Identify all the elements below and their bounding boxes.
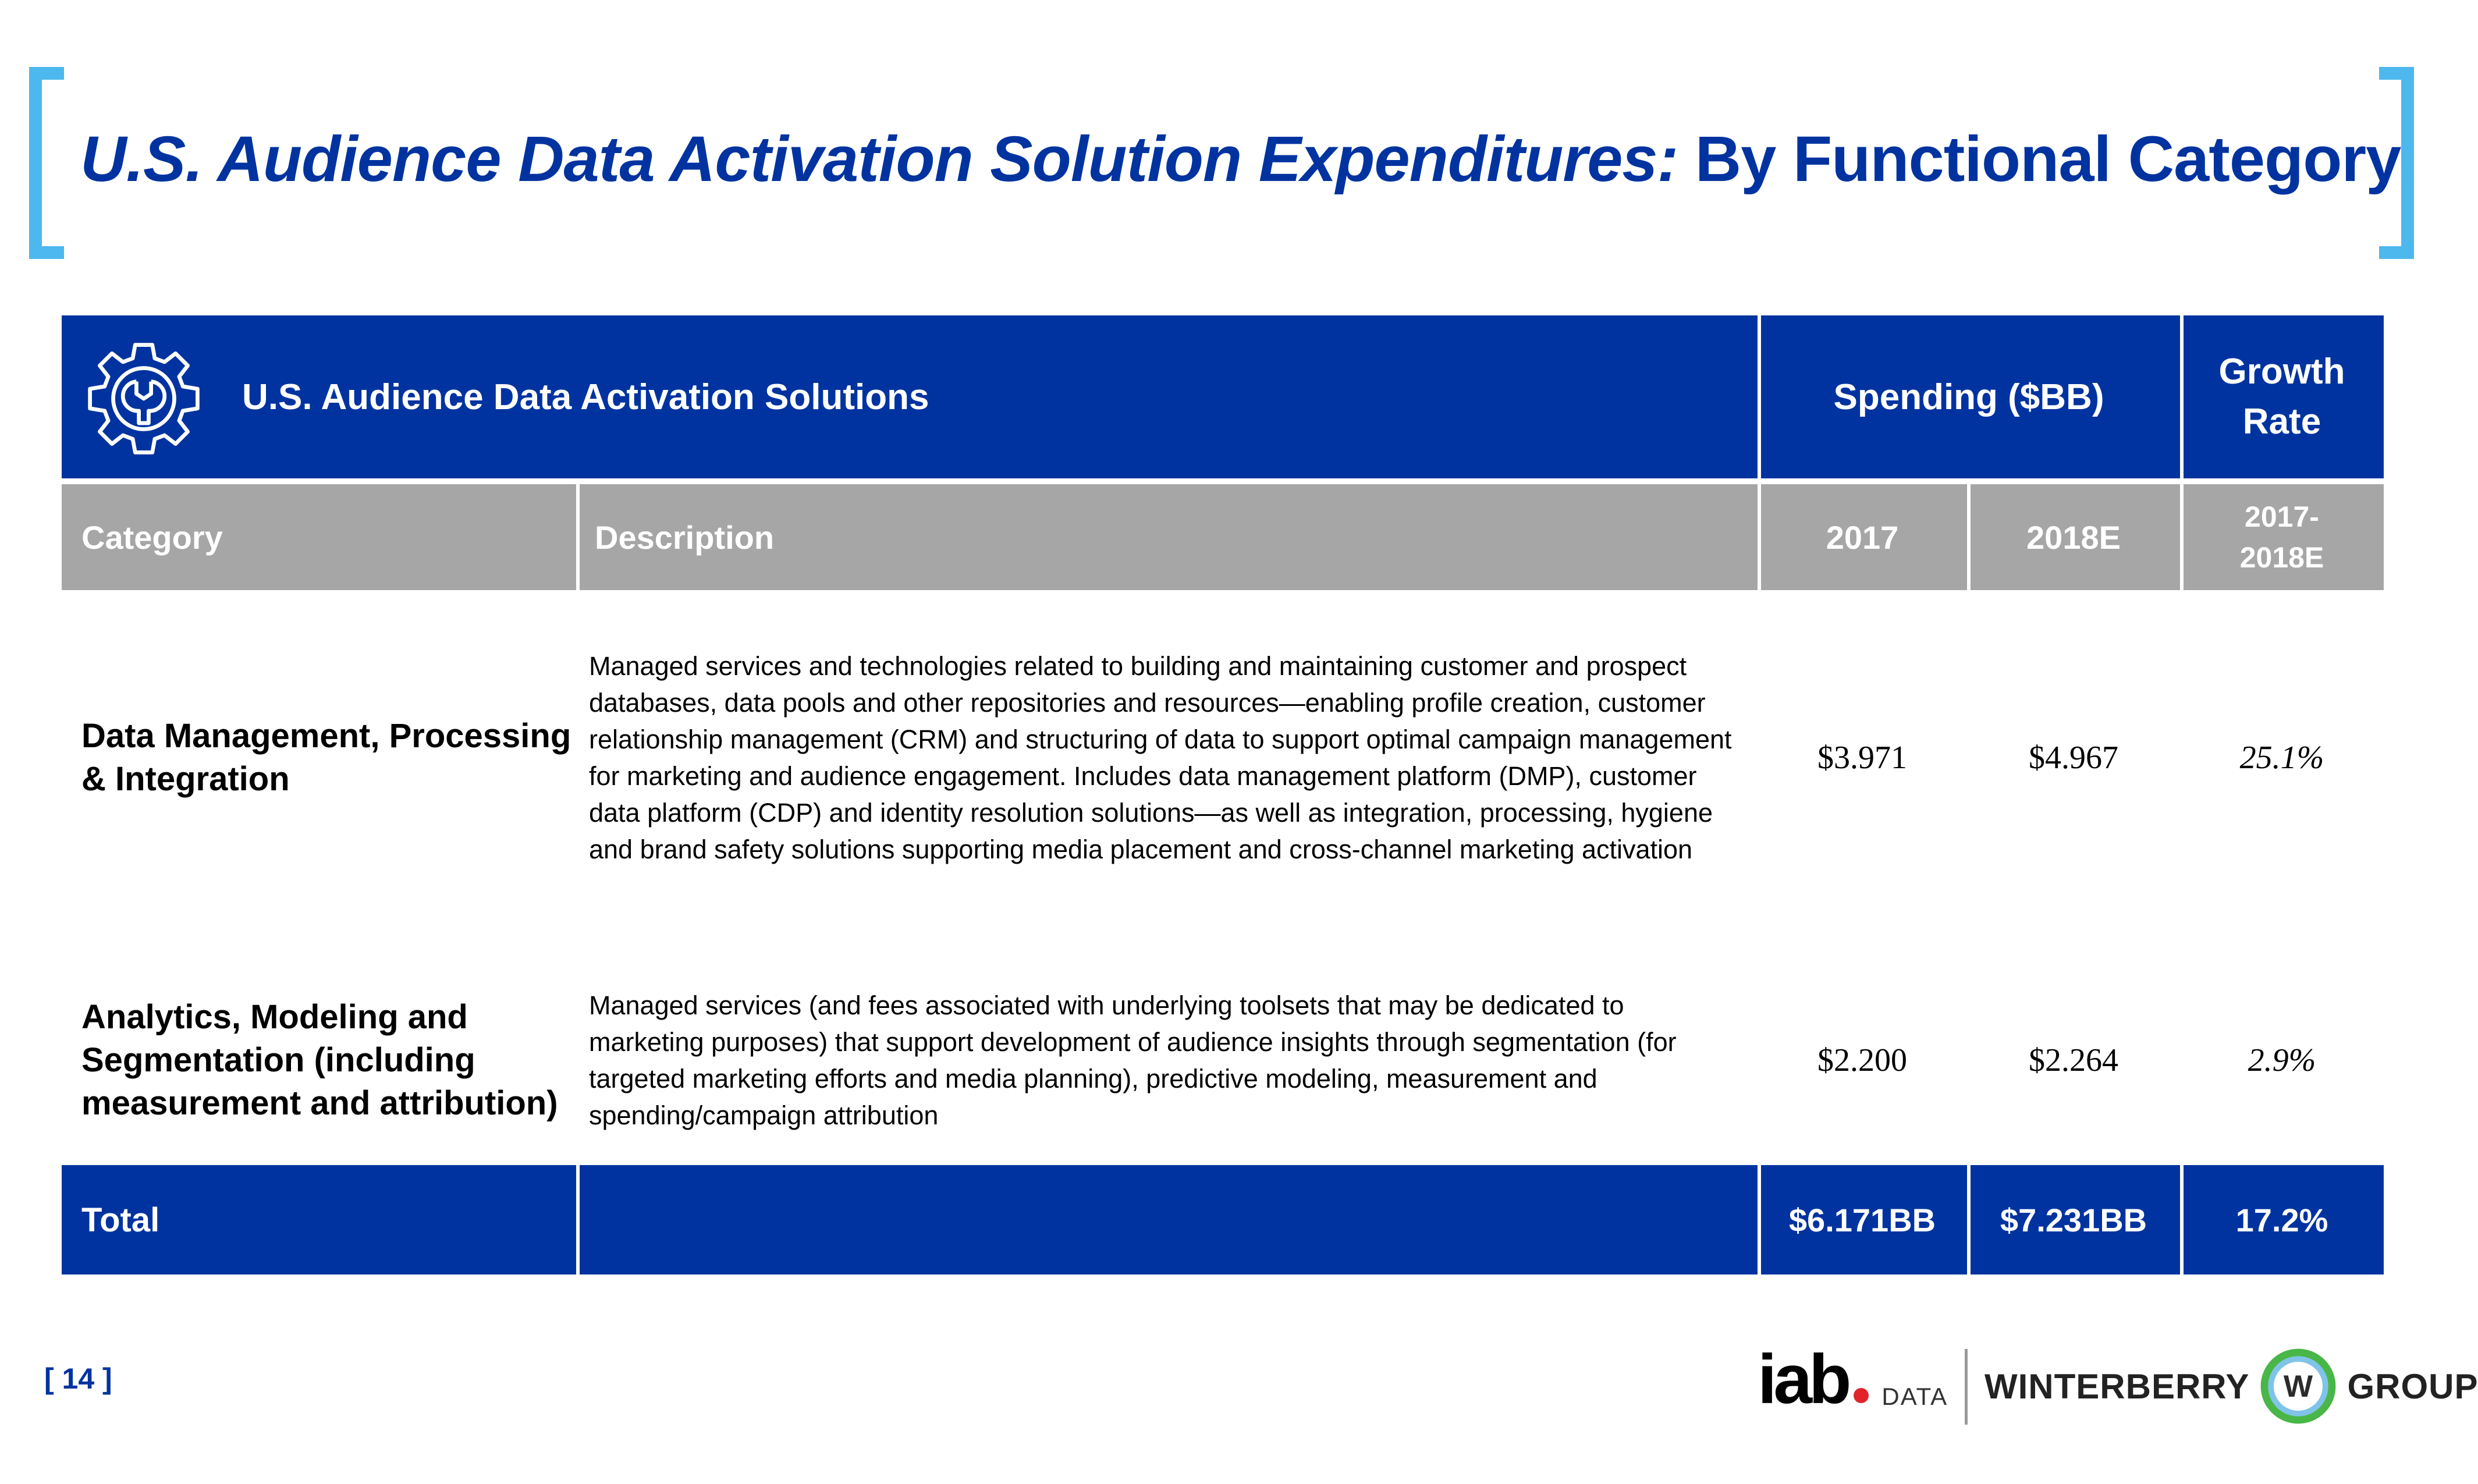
column-divider xyxy=(1758,484,1761,590)
iab-data-logo xyxy=(1758,1339,1948,1420)
iab-logo-word: iab xyxy=(1758,1340,1848,1418)
title-italic-part: U.S. Audience Data Activation Solution Expenditures: xyxy=(80,123,1678,195)
left-bracket-decoration xyxy=(29,67,64,259)
header-spending-cell xyxy=(1758,315,2180,478)
winterberry-logo-letter: W xyxy=(2284,1369,2313,1404)
header-spending-label: Spending ($BB) xyxy=(1833,377,2104,417)
page-title xyxy=(80,122,2401,196)
winterberry-word: WINTERBERRY xyxy=(1984,1366,2250,1406)
column-divider xyxy=(1758,1165,1761,1274)
logo-divider xyxy=(1965,1349,1968,1425)
table-total-row xyxy=(62,1165,2384,1274)
iab-logo-sub: DATA xyxy=(1881,1383,1948,1410)
header-growth-cell xyxy=(2180,315,2384,478)
row-category: Analytics, Modeling and Segmentation (including measurement and attribution) xyxy=(81,998,558,1122)
column-divider xyxy=(1967,1165,1971,1274)
gear-wrench-icon xyxy=(83,338,205,460)
row-description: Managed services and technologies related to building and maintaining customer and prospect databases, data pools and other repositories and resources—enabling profile creation, customer relationship management (CRM) and structuring of data to support optimal campaign management for marketing and audience engagement. Includes data management platform (DMP), customer data platform (CDP) and identity resolution solutions—as well as integration, processing, hygiene and brand safety solutions supporting media placement and cross-channel marketing activation xyxy=(589,651,1732,864)
column-header-growth-period-label: 2017-2018E xyxy=(2239,500,2324,574)
table-header-row xyxy=(62,315,2384,478)
column-divider xyxy=(576,1165,580,1274)
column-header-category: Category xyxy=(81,519,223,556)
total-description-empty xyxy=(576,1165,1758,1274)
winterberry-group-logo xyxy=(1984,1345,2478,1427)
header-main-label: U.S. Audience Data Activation Solutions xyxy=(242,377,929,417)
total-value-2018e: $7.231BB xyxy=(2000,1201,2147,1238)
group-word: GROUP xyxy=(2347,1366,2478,1406)
total-label: Total xyxy=(81,1201,160,1239)
row-description: Managed services (and fees associated with underlying toolsets that may be dedicated to marketing purposes) that support development of audience insights through segmentation (for targeted marketing efforts and media planning), predictive modeling, measurement and spending/campaign attribution xyxy=(589,990,1677,1130)
iab-logo-dot xyxy=(1854,1388,1869,1403)
column-header-2018e: 2018E xyxy=(2026,519,2121,556)
row-value-2018e: $4.967 xyxy=(2029,740,2118,776)
title-regular-part: By Functional Category xyxy=(1695,123,2401,195)
column-divider xyxy=(2180,1165,2184,1274)
table-row xyxy=(62,595,2384,921)
row-growth-rate: 2.9% xyxy=(2248,1042,2316,1078)
total-value-2017: $6.171BB xyxy=(1788,1201,1936,1238)
row-value-2018e: $2.264 xyxy=(2029,1042,2118,1078)
column-header-2017: 2017 xyxy=(1826,519,1899,556)
page-number: [ 14 ] xyxy=(44,1362,112,1395)
row-value-2017: $3.971 xyxy=(1817,740,1907,776)
column-divider xyxy=(1967,484,1971,590)
row-category: Data Management, Processing & Integration xyxy=(81,717,571,798)
row-growth-rate: 25.1% xyxy=(2239,740,2324,776)
table-row xyxy=(62,950,2384,1171)
header-main-cell xyxy=(62,315,1758,478)
winterberry-w-logo-icon xyxy=(2257,1345,2339,1427)
column-divider xyxy=(2180,484,2184,590)
row-value-2017: $2.200 xyxy=(1817,1042,1907,1078)
column-header-growth-period xyxy=(2180,484,2384,590)
total-growth-rate: 17.2% xyxy=(2235,1201,2328,1238)
table-subheader-row xyxy=(62,484,2384,590)
column-header-description: Description xyxy=(595,519,775,556)
header-growth-label: Growth Rate xyxy=(2218,352,2345,442)
column-divider xyxy=(576,484,580,590)
